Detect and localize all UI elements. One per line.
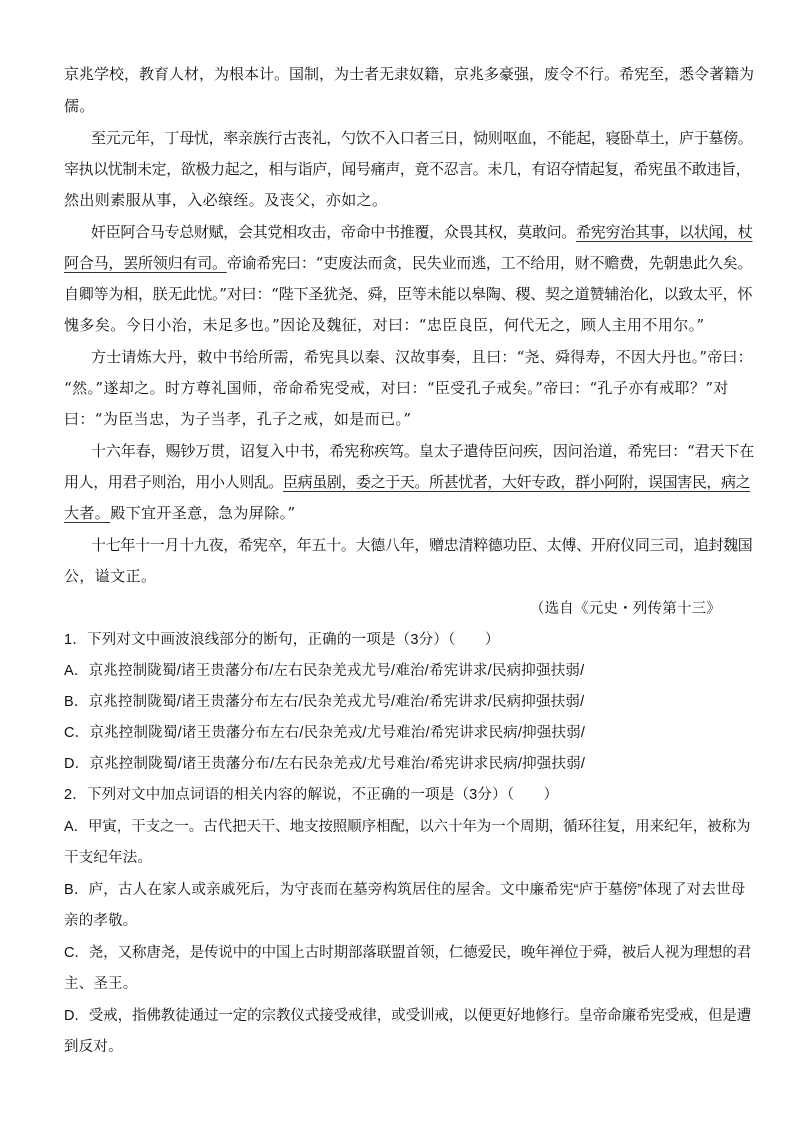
question-2-option-a-cont: 干支纪年法。 — [64, 850, 153, 866]
question-1-option-d: D．京兆控制陇蜀/诸王贵藩分布/左右民杂羌戎/尤号难治/希宪讲求民病/抑强扶弱/ — [64, 756, 586, 772]
passage-line: 然出则素服从事，入必缞绖。及丧父，亦如之。 — [64, 191, 388, 209]
passage-line: 愧多矣。今日小治，未足多也。”因论及魏征，对曰：“忠臣良臣，何代无之，顾人主用不用尔。” — [64, 316, 705, 334]
underlined-text: 阿合马，罢所领归有司。 — [64, 254, 227, 272]
passage-line — [64, 502, 296, 523]
question-2-option-a: A．甲寅，干支之一。古代把天干、地支按照顺序相配，以六十年为一个周期，循环往复，用来纪年，被称为 — [64, 819, 751, 835]
passage-text: 奸臣阿合马专总财赋，会其党相攻击，帝命中书推覆，众畏其权，莫敢问。 — [91, 223, 577, 241]
passage-line: “然。”遂却之。时方尊礼国师，帝命希宪受戒，对曰：“臣受孔子戒矣。”帝曰：“孔子亦有戒耶？”对 — [64, 379, 729, 397]
passage-line: 京兆学校，教育人材，为根本计。国制，为士者无隶奴籍，京兆多豪强，废令不行。希宪至，悉令著籍为 — [64, 65, 755, 83]
question-2-option-b-cont: 亲的孝敬。 — [64, 913, 138, 929]
underlined-text: 大者。 — [64, 504, 111, 522]
passage-line: 十七年十一月十九夜，希宪卒，年五十。大德八年，赠忠清粹德功臣、太傅、开府仪同三司，追封魏国 — [91, 536, 753, 554]
question-2-option-c: C．尧，又称唐尧，是传说中的中国上古时期部落联盟首领，仁德爱民，晚年禅位于舜，被后人视为理想的君 — [64, 945, 752, 961]
passage-line: 曰：“为臣当忠，为子当孝，孔子之戒，如是而已。” — [64, 410, 412, 428]
passage-line: 十六年春，赐钞万贯，诏复入中书，希宪称疾笃。皇太子遣侍臣问疾，因问治道，希宪曰：“君天下在 — [91, 442, 755, 460]
passage-line: 儒。 — [64, 97, 95, 115]
passage-text: 帝谕希宪曰：“吏废法而贪，民失业而逃，工不给用，财不赡费，先朝患此久矣。 — [226, 254, 753, 272]
question-2-option-d: D．受戒，指佛教徒通过一定的宗教仪式接受戒律，或受训戒，以便更好地修行。皇帝命廉希宪受戒，但是遭 — [64, 1008, 752, 1024]
question-2-option-c-cont: 主、圣王。 — [64, 976, 138, 992]
passage-text: 用人，用君子则治，用小人则乱。 — [64, 473, 284, 491]
question-1-option-c: C．京兆控制陇蜀/诸王贵藩分布左右/民杂羌戎/尤号难治/希宪讲求民病/抑强扶弱/ — [64, 725, 586, 741]
passage-line — [64, 471, 750, 492]
passage-line: 至元元年，丁母忧，率亲族行古丧礼，勺饮不入口者三日，恸则呕血，不能起，寝卧草土，庐于墓傍。 — [91, 129, 753, 147]
underlined-text: 希宪穷治其事，以状闻，杖 — [576, 223, 753, 241]
passage-line: 公，谥文正。 — [64, 567, 157, 585]
passage-line — [64, 252, 752, 273]
question-2-stem: 2．下列对文中加点词语的相关内容的解说，不正确的一项是（3分）（ ） — [64, 787, 559, 803]
passage-line — [91, 221, 753, 242]
passage-line: 宰执以忧制未定，欲极力起之，相与诣庐，闻号痛声，竟不忍言。未几，有诏夺情起复，希宪虽不敢违旨， — [64, 160, 751, 178]
question-2-option-d-cont: 到反对。 — [64, 1039, 123, 1055]
source-citation: （选自《元史・列传第十三》 — [529, 601, 721, 617]
question-1-option-b: B．京兆控制陇蜀/诸王贵藩分布左右/民杂羌戎尤号/难治/希宪讲求/民病抑强扶弱/ — [64, 694, 585, 710]
question-1-option-a: A．京兆控制陇蜀/诸王贵藩分布/左右民杂羌戎尤号/难治/希宪讲求/民病抑强扶弱/ — [64, 663, 585, 679]
passage-line: 方士请炼大丹，敕中书给所需，希宪具以秦、汉故事奏，且曰：“尧、舜得寿，不因大丹也。”帝曰： — [91, 348, 753, 366]
passage-line: 自卿等为相，朕无此忧。”对曰：“陛下圣犹尧、舜，臣等未能以皋陶、稷、契之道赞辅治化，以致太平，怀 — [64, 285, 753, 303]
underlined-text: 臣病虽剧，委之于天。所甚忧者，大奸专政，群小阿附，误国害民，病之 — [283, 473, 751, 491]
question-2-option-b: B．庐，古人在家人或亲戚死后，为守丧而在墓旁构筑居住的屋舍。文中廉希宪“庐于墓傍”体现了对去世母 — [64, 882, 746, 898]
passage-text: 殿下宜开圣意，急为屏除。” — [110, 504, 296, 522]
question-1-stem: 1．下列对文中画波浪线部分的断句，正确的一项是（3分）（ ） — [64, 632, 500, 648]
